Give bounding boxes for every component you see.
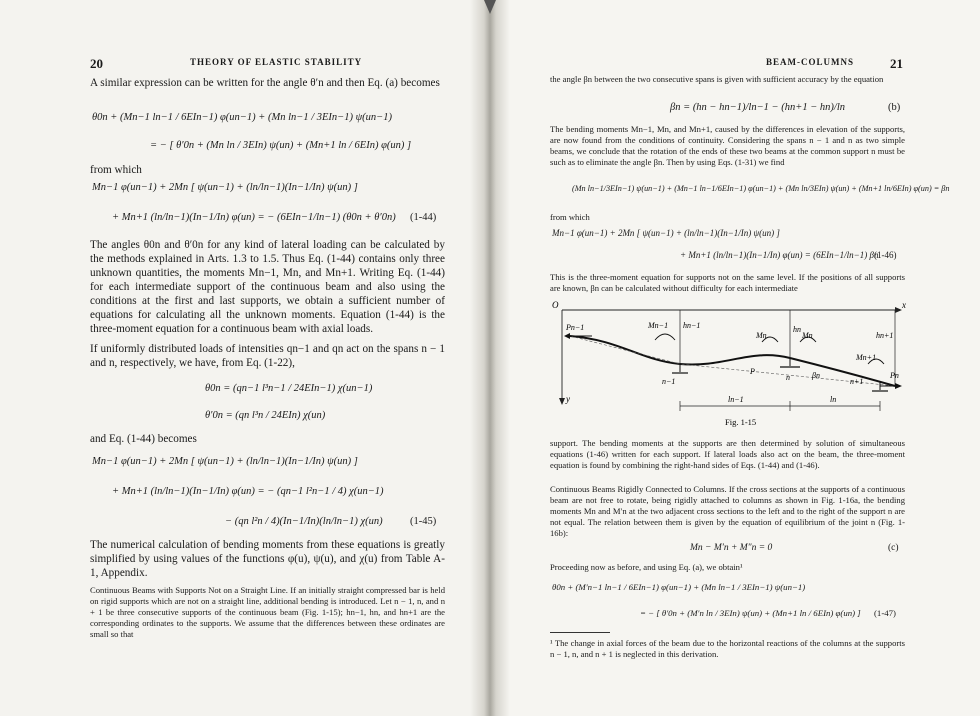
eq-theta0n: θ0n = (qn−1 l³n−1 / 24EIn−1) χ(un−1)	[205, 383, 373, 394]
eq-theta0n-prime: θ′0n = (qn l³n / 24EIn) χ(un)	[205, 410, 326, 421]
eq-146-line1: Mn−1 φ(un−1) + 2Mn [ ψ(un−1) + (ln/ln−1)(In−1/In) ψ(un) ]	[552, 228, 780, 238]
label-n-1: n−1	[662, 377, 676, 386]
eq-b: βn = (hn − hn−1)/ln−1 − (hn+1 − hn)/ln	[670, 102, 845, 113]
label-mn-b: Mn	[802, 331, 813, 340]
label-hn-1: hn−1	[683, 321, 701, 330]
eq-145-line3: − (qn l²n / 4)(In−1/In)(ln/ln−1) χ(un)	[225, 516, 383, 527]
and-eq: and Eq. (1-44) becomes	[90, 433, 197, 445]
eq-144-line1: Mn−1 φ(un−1) + 2Mn [ ψ(un−1) + (ln/ln−1)(In−1/In) ψ(un) ]	[92, 182, 358, 193]
label-hn+1: hn+1	[876, 331, 894, 340]
label-pn-1: Pn−1	[566, 323, 585, 332]
para-uniform: If uniformly distributed loads of intensities qn−1 and qn act on the spans n − 1 and n, respectively, we have, from Eq. (1-22),	[90, 343, 445, 369]
eq-147-line1: θ0n + (M′n−1 ln−1 / 6EIn−1) φ(un−1) + (Mn ln−1 / 3EIn−1) ψ(un−1)	[552, 582, 806, 592]
from-which-left: from which	[90, 164, 142, 176]
eq-c-number: (c)	[888, 543, 899, 553]
running-head-right: BEAM-COLUMNS	[766, 57, 854, 67]
figure-1-15	[550, 298, 910, 428]
figure-caption: Fig. 1-15	[725, 417, 757, 427]
beam-chord	[570, 336, 895, 386]
label-mn-a: Mn	[756, 331, 767, 340]
arrow-pn-head	[895, 383, 902, 389]
label-x: x	[902, 300, 906, 310]
para-rigid-columns: Continuous Beams Rigidly Connected to Columns. If the cross sections at the supports of a continuous beam are not free to rotate, being rigidly attached to columns as shown in Fig. 1-16a, the bending moments Mn and M′n at the two adjacent cross sections to the left and to the right of the support n are not equal. The relation between them is given by the equation of equilibrium of the joint n (Fig. 1-16b):	[550, 484, 905, 538]
label-beta: βn	[812, 371, 820, 380]
para-bending: The bending moments Mn−1, Mn, and Mn+1, caused by the differences in elevation of the supports, are now found from the conditions of continuity. Considering the spans n − 1 and n as two simple beams, we conclude that the rotation of the ends of these two beams at the common support n must be such as to eliminate the angle βn. Then by using Eqs. (1-31) we find	[550, 124, 905, 167]
arrow-pn-1-head	[564, 333, 570, 339]
label-pn: Pn	[890, 371, 899, 380]
label-mn+1: Mn+1	[856, 353, 877, 362]
para-angles: The angles θ0n and θ′0n for any kind of lateral loading can be calculated by the methods explained in Arts. 1.3 to 1.5. Thus Eq. (1-44) contains only three unknown quantities, the moments Mn−1, Mn, and Mn+1. Writing Eq. (1-44) for each intermediate support of the continuous beam and also using the conditions at the first and last supports, we obtain a sufficient number of equations for calculating all the unknown moments. Equation (1-44) is the three-moment equation for a continuous beam with axial loads.	[90, 239, 445, 335]
footnote-rule	[550, 632, 610, 633]
eq-c: Mn − M′n + M″n = 0	[690, 543, 773, 553]
label-ln-1: ln−1	[728, 395, 744, 404]
para-three-moment: This is the three-moment equation for supports not on the same level. If the positions of all supports are known, βn can be calculated without difficulty for each intermediate	[550, 272, 905, 293]
bookmark-ribbon	[484, 0, 496, 14]
label-y: y	[566, 394, 570, 404]
label-n+1: n+1	[850, 377, 864, 386]
moment-arc-mn-1	[655, 334, 675, 340]
running-head-left: THEORY OF ELASTIC STABILITY	[190, 57, 363, 67]
eq-146-number: (1-46)	[874, 250, 897, 260]
eq-145-number: (1-45)	[410, 516, 437, 527]
eq-144-number: (1-44)	[410, 212, 437, 223]
eq-147-number: (1-47)	[874, 608, 896, 618]
eq-145-line2: + Mn+1 (ln/ln−1)(In−1/In) φ(un) = − (qn−1 l²n−1 / 4) χ(un−1)	[112, 486, 384, 497]
label-o: O	[552, 300, 559, 310]
eq-beta: (Mn ln−1/3EIn−1) ψ(un−1) + (Mn−1 ln−1/6EIn−1) φ(un−1) + (Mn ln/3EIn) ψ(un) + (Mn+1 ln/6EIn) φ(un) = βn	[572, 184, 950, 193]
eq-a-line1: θ0n + (Mn−1 ln−1 / 6EIn−1) φ(un−1) + (Mn ln−1 / 3EIn−1) ψ(un−1)	[92, 112, 392, 123]
para-continuous-supports: Continuous Beams with Supports Not on a Straight Line. If an initially straight compressed bar is held on rigid supports which are not on a straight line, additional bending is introduced. Let n − 1, n, and n + 1 be three consecutive supports of the continuous beam (Fig. 1-15); hn−1, hn, and hn+1 are the corresponding ordinates to the supports. We assume that the differences between these ordinates are small so that	[90, 585, 445, 639]
label-hn: hn	[793, 325, 801, 334]
eq-a-line2: = − [ θ′0n + (Mn ln / 3EIn) ψ(un) + (Mn+1 ln / 6EIn) φ(un) ]	[150, 140, 412, 151]
y-axis-arrow	[559, 398, 565, 405]
eq-145-line1: Mn−1 φ(un−1) + 2Mn [ ψ(un−1) + (ln/ln−1)(In−1/In) ψ(un) ]	[92, 456, 358, 467]
para-angle-beta: the angle βn between the two consecutive spans is given with sufficient accuracy by the equation	[550, 74, 884, 84]
label-mn-1: Mn−1	[648, 321, 669, 330]
footnote: ¹ The change in axial forces of the beam due to the horizontal reactions of the columns at the supports n − 1, n, and n + 1 is neglected in this derivation.	[550, 638, 905, 659]
para-numerical: The numerical calculation of bending moments from these equations is greatly simplified by using values of the functions φ(u), ψ(u), and χ(u) from Table A-1, Appendix.	[90, 539, 445, 579]
book-gutter	[470, 0, 510, 716]
x-axis-arrow	[895, 307, 902, 313]
eq-147-line2: = − [ θ′0n + (M′n ln / 3EIn) ψ(un) + (Mn+1 ln / 6EIn) φ(un) ]	[640, 608, 861, 618]
para-proceeding: Proceeding now as before, and using Eq. (a), we obtain¹	[550, 562, 743, 572]
beam-curve	[570, 336, 895, 386]
label-p: P	[750, 367, 755, 376]
eq-b-number: (b)	[888, 102, 901, 113]
right-page	[490, 0, 980, 716]
para-intro: A similar expression can be written for the angle θ′n and then Eq. (a) becomes	[90, 77, 440, 89]
eq-146-line2: + Mn+1 (ln/ln−1)(In−1/In) φ(un) = (6EIn−1/ln−1) βn	[680, 250, 879, 260]
from-which-right: from which	[550, 212, 590, 222]
label-ln: ln	[830, 395, 837, 404]
label-n: n	[786, 373, 790, 382]
page-number-right: 21	[890, 56, 903, 71]
page-number-left: 20	[90, 56, 103, 71]
eq-144-line2: + Mn+1 (ln/ln−1)(In−1/In) φ(un) = − (6EIn−1/ln−1) (θ0n + θ′0n)	[112, 212, 396, 223]
para-support: support. The bending moments at the supports are then determined by solution of simultaneous equations (1-46) written for each support. If lateral loads also act on the beam, the three-moment equation is found by combining the right-hand sides of Eqs. (1-44) and (1-46).	[550, 438, 905, 470]
